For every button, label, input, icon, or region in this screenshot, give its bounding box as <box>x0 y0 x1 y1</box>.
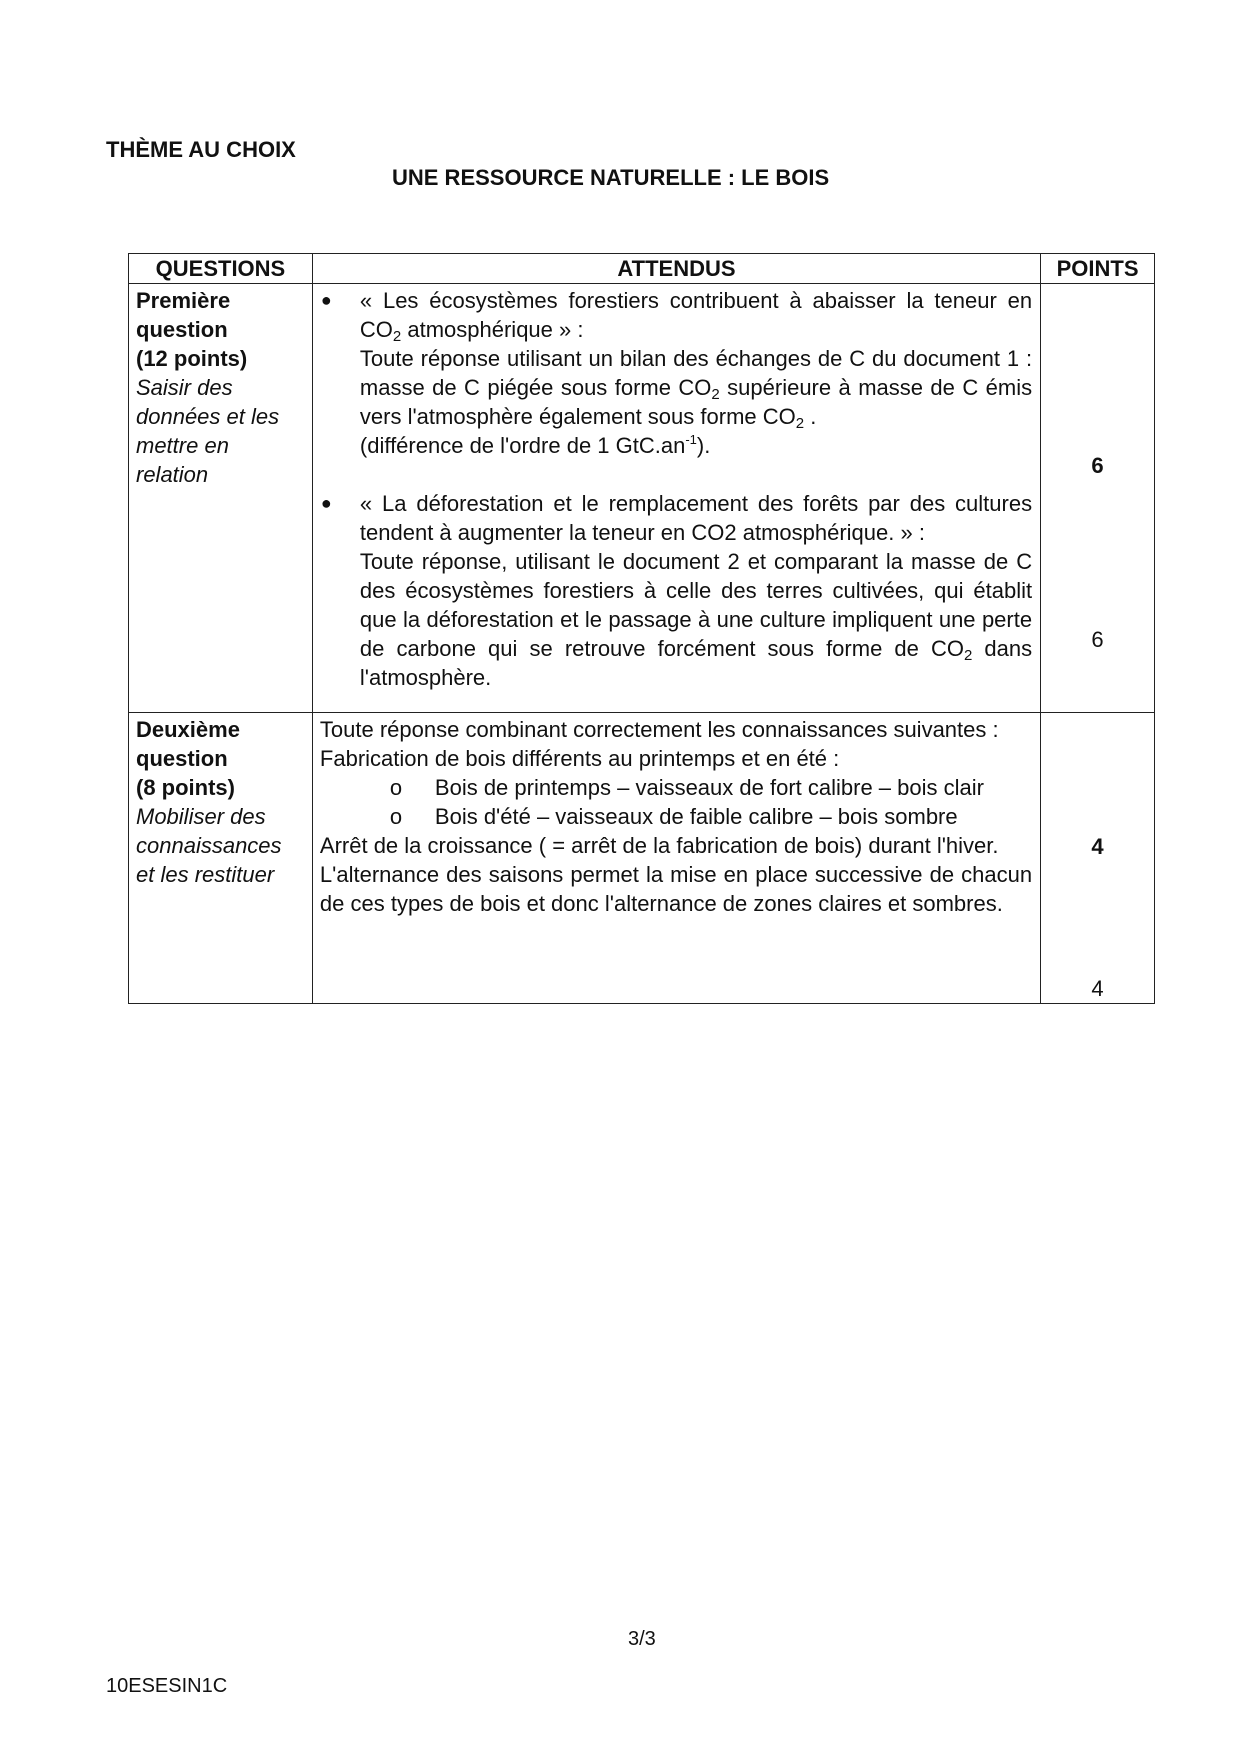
answer-subitem: o Bois de printemps – vaisseaux de fort calibre – bois clair <box>389 775 984 800</box>
question-points: (12 points) <box>136 346 248 371</box>
theme-heading: THÈME AU CHOIX <box>106 137 296 162</box>
points-cell <box>1041 713 1155 1004</box>
column-header-questions: QUESTIONS <box>129 254 313 284</box>
bullet-quote: « Les écosystèmes forestiers contribuent à abaisser la teneur en $CO_2$ atmosphérique » : <box>359 288 1033 345</box>
table-row <box>129 284 1155 713</box>
answer-bullet <box>320 489 1032 692</box>
question-number: Première <box>136 288 231 313</box>
answer-cell <box>312 713 1040 1004</box>
bullet-text: Toute réponse, utilisant le document 2 et comparant la masse de C des écosystèmes forestiers à celle des terres cultivées, qui établit que la déforestation et le passage à une culture impliquent une perte de carbone qui se retrouve forcément sous forme de $CO_2$ dans l'atmosphère. <box>359 549 1033 690</box>
answer-alternance: L'alternance des saisons permet la mise en place successive de chacun de ces types de bois et donc l'alternance de zones claires et sombres. <box>319 862 1033 916</box>
answer-bullet <box>320 286 1032 460</box>
points-value: 4 <box>1091 976 1104 1001</box>
question-skill: Mobiliser des connaissances et les restituer <box>136 804 282 887</box>
bullet-text: Toute réponse utilisant un bilan des échanges de C du document 1 : masse de C piégée sous forme $CO_2$ supérieure à masse de C émis vers l'atmosphère également sous forme $CO_2$ . <box>359 346 1033 432</box>
answer-arret: Arrêt de la croissance ( = arrêt de la fabrication de bois) durant l'hiver. <box>319 833 999 858</box>
points-value: 4 <box>1091 834 1104 859</box>
answer-intro: Toute réponse combinant correctement les connaissances suivantes : <box>319 717 999 742</box>
bullet-quote: « La déforestation et le remplacement des forêts par des cultures tendent à augmenter la teneur en CO2 atmosphérique. » : <box>359 491 1033 545</box>
table-row <box>129 713 1155 1004</box>
grading-table <box>128 253 1155 1004</box>
question-skill: Saisir des données et les mettre en relation <box>136 375 280 487</box>
question-word: question <box>136 317 228 342</box>
page-number: 3/3 <box>628 1628 656 1650</box>
question-word: question <box>136 746 228 771</box>
document-code: 10ESESIN1C <box>106 1675 228 1697</box>
points-cell <box>1041 284 1155 713</box>
circle-bullet-icon: o <box>389 804 403 829</box>
points-value: 6 <box>1091 453 1104 478</box>
question-cell <box>129 284 313 713</box>
bullet-icon: ● <box>320 493 332 513</box>
question-number: Deuxième <box>136 717 240 742</box>
question-cell <box>129 713 313 1004</box>
circle-bullet-icon: o <box>389 775 403 800</box>
answer-fabrication: Fabrication de bois différents au printemps et en été : <box>319 746 840 771</box>
answer-cell <box>312 284 1040 713</box>
bullet-difference: (différence de l'ordre de 1 $GtC.an^{-1}$). <box>359 432 711 458</box>
question-points: (8 points) <box>136 775 235 800</box>
column-header-attendus: ATTENDUS <box>312 254 1040 284</box>
points-value: 6 <box>1091 627 1104 652</box>
page-title: UNE RESSOURCE NATURELLE : LE BOIS <box>392 165 830 190</box>
bullet-icon: ● <box>320 290 332 310</box>
answer-subitem: o Bois d'été – vaisseaux de faible calibre – bois sombre <box>389 804 958 829</box>
table-header-row <box>129 254 1155 284</box>
column-header-points: POINTS <box>1041 254 1155 284</box>
